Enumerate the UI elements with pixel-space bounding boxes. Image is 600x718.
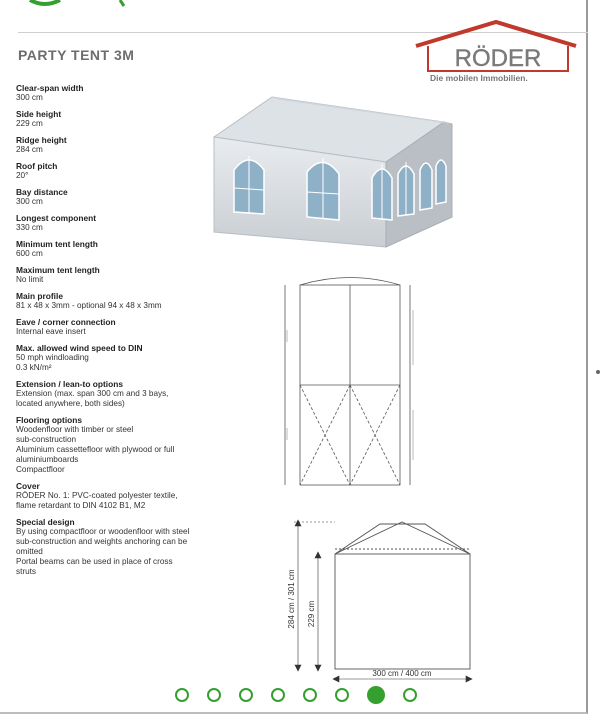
spec-value: sub-construction and weights anchoring can be [16,537,188,546]
spec-item [16,481,231,511]
spec-item [16,291,231,311]
spec-item [16,109,231,129]
spec-label: Main profile [16,291,63,301]
spec-label: Maximum tent length [16,265,100,275]
spec-item [16,213,231,233]
spec-value: 300 cm [16,93,43,102]
logo-tagline: Die mobilen Immobilien. [430,73,528,83]
pager-dot[interactable] [207,688,221,702]
spec-item [16,187,231,207]
end-elevation-drawing [280,514,510,689]
spec-value: By using compactfloor or woodenfloor with steel [16,527,190,536]
spec-item [16,317,231,337]
spec-value: 330 cm [16,223,43,232]
pager-dot[interactable] [303,688,317,702]
carousel-pager [175,686,435,704]
spec-item [16,517,231,577]
spec-value: aluminiumboards [16,455,79,464]
spec-list [16,83,231,583]
pager-dot[interactable] [335,688,349,702]
spec-item [16,161,231,181]
spec-value: 284 cm [16,145,43,154]
spec-label: Minimum tent length [16,239,98,249]
spec-item [16,379,231,409]
spec-item [16,135,231,155]
spec-value: 20° [16,171,29,180]
spec-label: Roof pitch [16,161,58,171]
page-title: PARTY TENT 3M [18,47,135,63]
spec-value: 600 cm [16,249,43,258]
spec-label: Max. allowed wind speed to DIN [16,343,143,353]
edge-marker [596,370,600,374]
spec-value: No limit [16,275,44,284]
spec-label: Extension / lean-to options [16,379,124,389]
spec-label: Eave / corner connection [16,317,116,327]
spec-label: Flooring options [16,415,83,425]
spec-value: 229 cm [16,119,43,128]
floor-plan-drawing [275,270,425,495]
pager-dot[interactable] [403,688,417,702]
spec-value: Compactfloor [16,465,65,474]
spec-value: located anywhere, both sides) [16,399,125,408]
spec-label: Bay distance [16,187,68,197]
spec-value: 0.3 kN/m² [16,363,52,372]
spec-value: Aluminium cassettefloor with plywood or full [16,445,175,454]
spec-label: Special design [16,517,75,527]
spec-label: Ridge height [16,135,67,145]
spec-item [16,239,231,259]
spec-value: 50 mph windloading [16,353,89,362]
spec-item [16,343,231,373]
spec-label: Cover [16,481,40,491]
pager-dot[interactable] [239,688,253,702]
spec-value: flame retardant to DIN 4102 B1, M2 [16,501,146,510]
spec-value: sub-construction [16,435,77,444]
spec-value: RÖDER No. 1: PVC-coated polyester textile, [16,491,178,500]
spec-label: Clear-span width [16,83,84,93]
ridge-height-label: 284 cm / 301 cm [287,569,296,629]
spec-value: struts [16,567,37,576]
spec-item [16,83,231,103]
width-label: 300 cm / 400 cm [372,669,432,678]
spec-value: 300 cm [16,197,43,206]
tent-photo [212,92,458,262]
side-height-label: 229 cm [307,600,316,628]
spec-value: Woodenfloor with timber or steel [16,425,134,434]
pager-dot[interactable] [271,688,285,702]
spec-value: 81 x 48 x 3mm - optional 94 x 48 x 3mm [16,301,162,310]
spec-label: Longest component [16,213,97,223]
spec-value: omitted [16,547,43,556]
spec-item [16,415,231,475]
pager-dot[interactable] [175,688,189,702]
logo-wordmark: RÖDER [454,45,542,72]
spec-value: Internal eave insert [16,327,86,336]
spec-value: Extension (max. span 300 cm and 3 bays, [16,389,169,398]
spec-item [16,265,231,285]
spec-value: Portal beams can be used in place of cross [16,557,173,566]
pager-dot-active[interactable] [367,686,385,704]
spec-label: Side height [16,109,62,119]
